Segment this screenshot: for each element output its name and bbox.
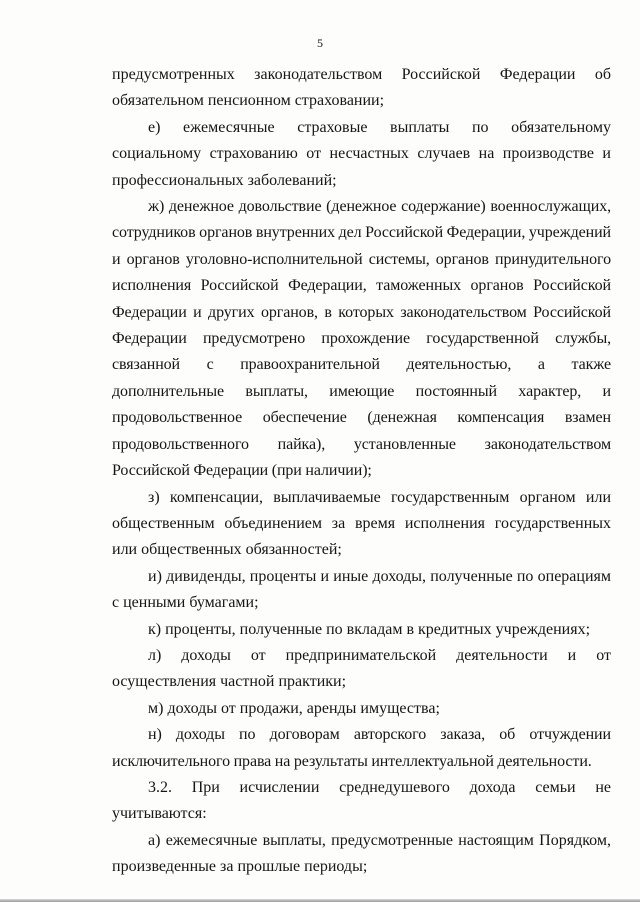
- paragraph-item-m: м) доходы от продажи, аренды имущества;: [148, 699, 440, 717]
- paragraph-item-i: и) дивиденды, проценты и иные доходы, полученные по операциям с ценными бумагами;: [112, 567, 611, 612]
- paragraph-item-zh: ж) денежное довольствие (денежное содержание) военнослужащих, сотрудников органов внутренних дел Российской Федерации, учреждений и органов уголовно-исполнительной системы, органов принудительного исполнения Российской Федерации, таможенных органов Российской Федерации и других органов, в которых законодательством Российской Федерации предусмотрено прохождение государственной службы, связанной с правоохранительной деятельностью, а также дополнительные выплаты, имеющие постоянный характер, и продовольственное обеспечение (денежная компенсация взамен продовольственного пайка), установленные законодательством Российской Федерации (при наличии);: [112, 198, 611, 480]
- document-body: [112, 62, 611, 881]
- paragraph-item-z: з) компенсации, выплачиваемые государственным органом или общественным объединением за время исполнения государственных или общественных обязанностей;: [112, 488, 611, 559]
- paragraph-item-l: л) доходы от предпринимательской деятельности и от осуществления частной практики;: [112, 646, 611, 691]
- paragraph-item-a: а) ежемесячные выплаты, предусмотренные настоящим Порядком, произведенные за прошлые периоды;: [112, 831, 611, 876]
- section-3-2-heading: 3.2. При исчислении среднедушевого дохода семьи не учитываются:: [112, 778, 611, 823]
- paragraph-item-n: н) доходы по договорам авторского заказа, об отчуждении исключительного права на результаты интеллектуальной деятельности.: [112, 726, 611, 770]
- paragraph-item-k: к) проценты, полученные по вкладам в кредитных учреждениях;: [148, 620, 591, 638]
- paragraph-item-e: е) ежемесячные страховые выплаты по обязательному социальному страхованию от несчастных случаев на производстве и профессиональных заболеваний;: [112, 118, 611, 189]
- paragraph-continuation: предусмотренных законодательством Российской Федерации об обязательном пенсионном страховании;: [112, 66, 611, 110]
- page-number: 5: [317, 36, 323, 50]
